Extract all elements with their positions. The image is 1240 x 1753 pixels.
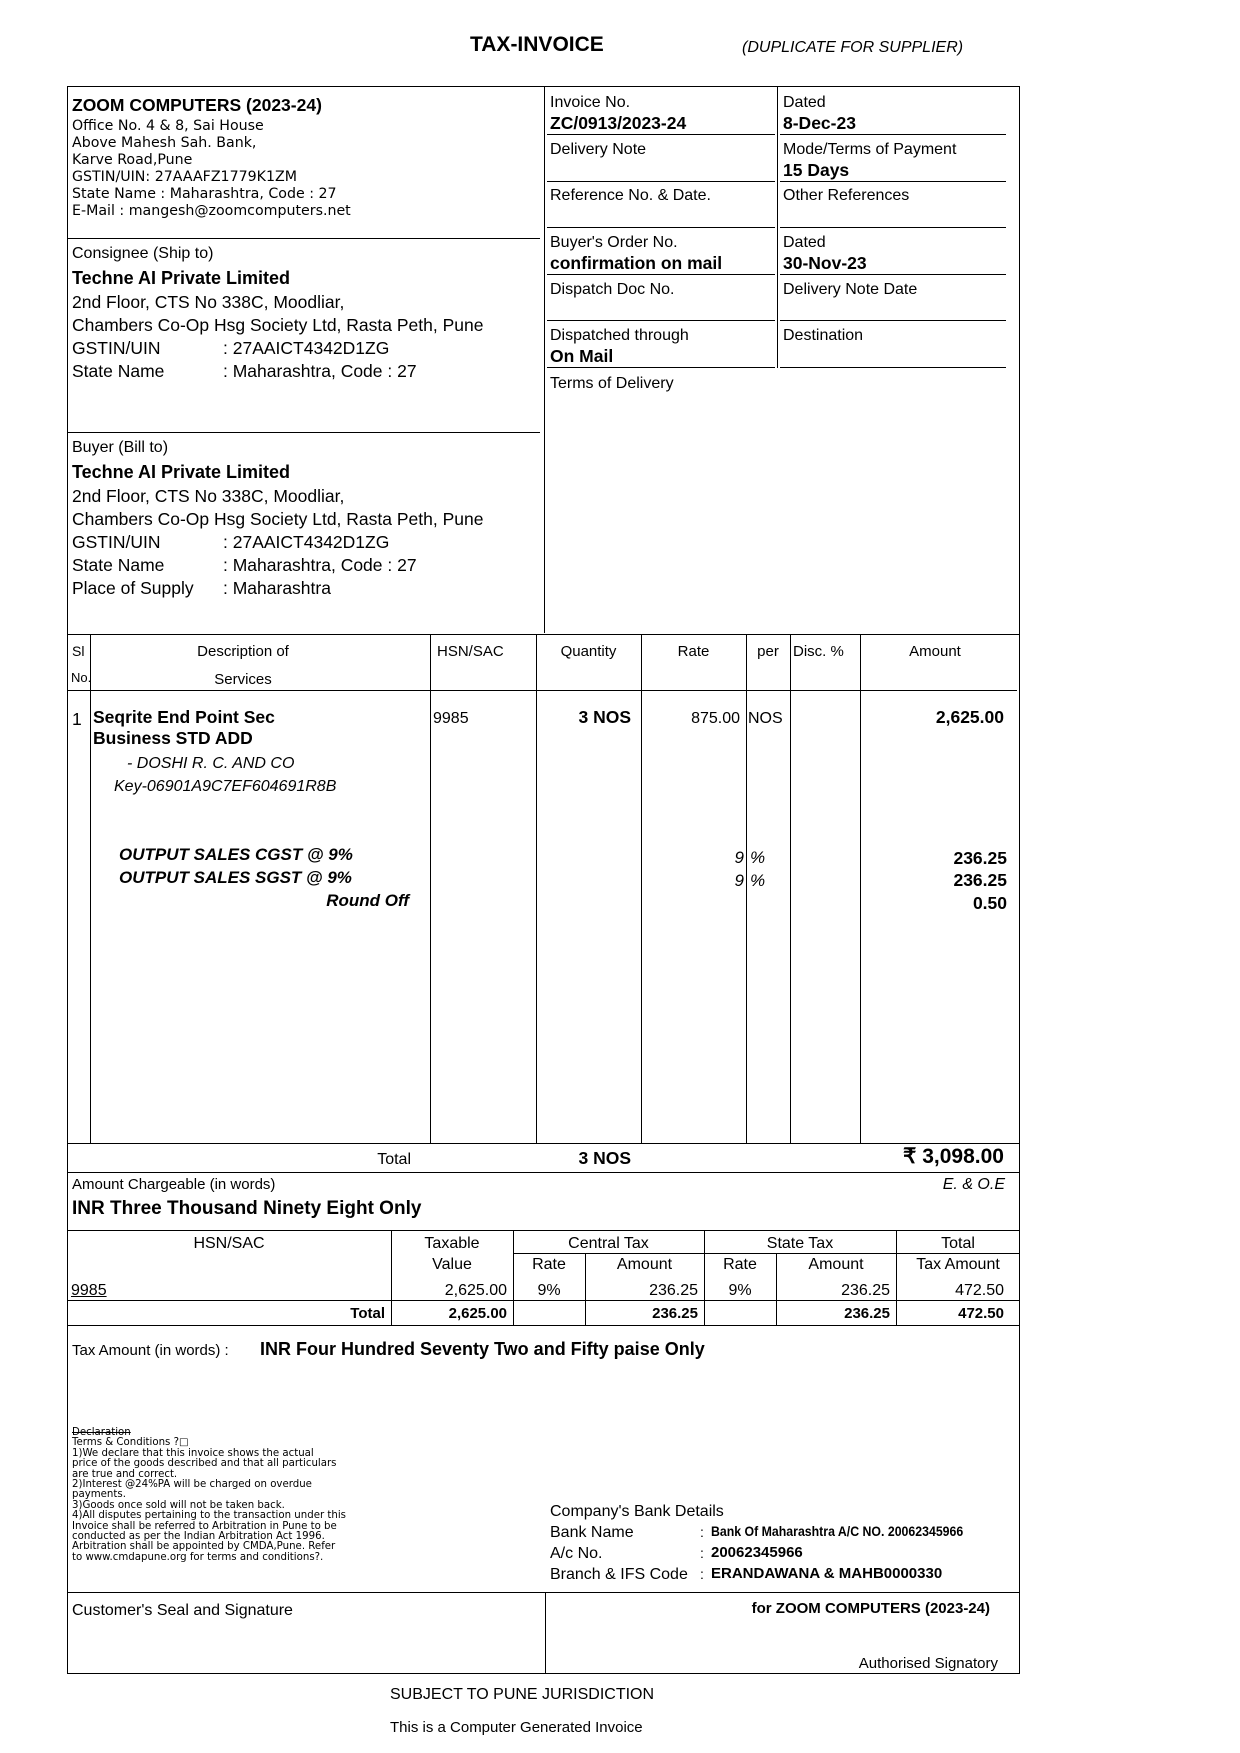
hsn-col-state: State Tax <box>766 1235 834 1252</box>
declaration-line: to www.cmdapune.org for terms and conditions?. <box>72 1551 324 1563</box>
declaration-line: Terms & Conditions ?□ <box>72 1437 189 1449</box>
hsn-total-state: 236.25 <box>844 1305 890 1322</box>
supplier-email: E-Mail : mangesh@zoomcomputers.net <box>72 203 351 219</box>
hsn-col-total-sub: Tax Amount <box>916 1256 1000 1273</box>
supplier-line: Office No. 4 & 8, Sai House <box>72 118 264 134</box>
total-quantity: 3 NOS <box>578 1148 631 1168</box>
sgst-rate: 9 <box>734 871 744 890</box>
tax-words: INR Four Hundred Seventy Two and Fifty paise Only <box>260 1339 705 1359</box>
declaration-line: 1)We declare that this invoice shows the actual <box>72 1447 314 1459</box>
buyer-address-line: 2nd Floor, CTS No 338C, Moodliar, <box>72 486 345 506</box>
hsn-total-label: Total <box>350 1305 385 1322</box>
col-sl: Sl <box>72 643 85 659</box>
jurisdiction: SUBJECT TO PUNE JURISDICTION <box>390 1686 655 1703</box>
bank-colon: : <box>700 1566 704 1582</box>
item-amount: 2,625.00 <box>935 707 1004 727</box>
col-rate: Rate <box>677 643 710 660</box>
authorised-signatory: Authorised Signatory <box>858 1655 998 1672</box>
consignee-name: Techne AI Private Limited <box>72 268 291 288</box>
cgst-rate: 9 <box>734 848 744 867</box>
bank-colon: : <box>700 1545 704 1561</box>
col-description-sub: Services <box>214 671 272 688</box>
declaration-line: 4)All disputes pertaining to the transaction under this <box>72 1510 346 1522</box>
buyer-order: confirmation on mail <box>550 253 723 273</box>
cgst-label: OUTPUT SALES CGST @ 9% <box>119 845 353 864</box>
destination-label: Destination <box>783 327 864 344</box>
hsn-col-state-amount: Amount <box>808 1256 864 1273</box>
for-company-label: for ZOOM COMPUTERS (2023-24) <box>751 1600 990 1617</box>
buyer-state-label: State Name <box>72 555 165 575</box>
order-dated-label: Dated <box>783 234 826 251</box>
eoe-label: E. & O.E <box>942 1176 1005 1193</box>
consignee-address-line: 2nd Floor, CTS No 338C, Moodliar, <box>72 292 345 312</box>
col-disc: Disc. % <box>793 643 844 660</box>
sgst-amount: 236.25 <box>953 870 1007 890</box>
invoice-no: ZC/0913/2023-24 <box>550 113 687 133</box>
declaration-line: payments. <box>72 1489 126 1501</box>
hsn-row-taxable: 2,625.00 <box>444 1282 507 1299</box>
consignee-gstin: : 27AAICT4342D1ZG <box>223 338 390 358</box>
hsn-row-state-rate: 9% <box>728 1282 752 1299</box>
dispatched-through: On Mail <box>550 346 614 366</box>
cgst-amount: 236.25 <box>953 848 1007 868</box>
amount-words: INR Three Thousand Ninety Eight Only <box>72 1198 422 1219</box>
hsn-total-central: 236.25 <box>652 1305 698 1322</box>
hsn-col-central-amount: Amount <box>616 1256 673 1273</box>
declaration-line: Invoice shall be referred to Arbitration in Pune to be <box>72 1520 337 1532</box>
consignee-state: : Maharashtra, Code : 27 <box>223 361 417 381</box>
col-description: Description of <box>197 643 289 660</box>
col-quantity: Quantity <box>560 643 617 660</box>
payment-terms-label: Mode/Terms of Payment <box>783 141 957 158</box>
item-rate: 875.00 <box>691 710 740 727</box>
dated-label: Dated <box>783 94 826 111</box>
sgst-label: OUTPUT SALES SGST @ 9% <box>119 868 352 887</box>
item-key: Key-06901A9C7EF604691R8B <box>114 778 337 795</box>
bank-name: Bank Of Maharashtra A/C NO. 20062345966 <box>711 1523 964 1539</box>
hsn-total-taxable: 2,625.00 <box>448 1305 507 1322</box>
bank-colon: : <box>700 1524 704 1540</box>
dispatch-doc-label: Dispatch Doc No. <box>550 281 675 298</box>
bank-title: Company's Bank Details <box>550 1503 724 1520</box>
item-per: NOS <box>748 710 783 727</box>
round-off-amount: 0.50 <box>972 893 1007 913</box>
item-name: Seqrite End Point Sec <box>93 707 275 727</box>
declaration-line: 3)Goods once sold will not be taken back. <box>72 1499 285 1511</box>
declaration-line: conducted as per the Indian Arbitration Act 1996. <box>72 1531 325 1543</box>
reference-label: Reference No. & Date. <box>550 187 711 204</box>
amount-words-label: Amount Chargeable (in words) <box>72 1176 276 1193</box>
declaration-line: 2)Interest @24%PA will be charged on overdue <box>72 1479 312 1491</box>
buyer-order-label: Buyer's Order No. <box>550 234 678 251</box>
hsn-row-central-rate: 9% <box>537 1282 561 1299</box>
buyer-label: Buyer (Bill to) <box>72 439 169 456</box>
hsn-row-hsn: 9985 <box>71 1282 107 1299</box>
hsn-total-total: 472.50 <box>958 1305 1004 1322</box>
declaration-line: Arbitration shall be appointed by CMDA,Pune. Refer <box>72 1541 336 1553</box>
delivery-note-label: Delivery Note <box>550 141 647 158</box>
supplier-gstin: GSTIN/UIN: 27AAAFZ1779K1ZM <box>72 169 297 185</box>
hsn-row-state-amount: 236.25 <box>841 1282 890 1299</box>
branch-ifsc: ERANDAWANA & MAHB0000330 <box>711 1565 943 1582</box>
terms-of-delivery-label: Terms of Delivery <box>550 375 674 392</box>
col-per: per <box>757 643 779 660</box>
item-hsn: 9985 <box>433 710 469 727</box>
supplier-state: State Name : Maharashtra, Code : 27 <box>72 186 337 202</box>
consignee-address-line: Chambers Co-Op Hsg Society Ltd, Rasta Peth, Pune <box>72 315 484 335</box>
hsn-row-central-amount: 236.25 <box>649 1282 698 1299</box>
tax-words-label: Tax Amount (in words) : <box>72 1342 229 1359</box>
customer-signature-label: Customer's Seal and Signature <box>72 1602 293 1619</box>
consignee-state-label: State Name <box>72 361 165 381</box>
supplier-line: Karve Road,Pune <box>72 152 193 168</box>
invoice-date: 8-Dec-23 <box>783 113 856 133</box>
hsn-col-hsn: HSN/SAC <box>193 1235 265 1252</box>
hsn-row-total: 472.50 <box>955 1282 1004 1299</box>
delivery-note-date-label: Delivery Note Date <box>783 281 918 298</box>
buyer-address-line: Chambers Co-Op Hsg Society Ltd, Rasta Peth, Pune <box>72 509 484 529</box>
dispatched-through-label: Dispatched through <box>550 327 689 344</box>
place-of-supply: : Maharashtra <box>223 578 331 598</box>
declaration-line: are true and correct. <box>72 1468 178 1480</box>
item-name-cont: Business STD ADD <box>93 728 253 748</box>
account-no-label: A/c No. <box>550 1545 603 1562</box>
supplier-name: ZOOM COMPUTERS (2023-24) <box>72 95 322 115</box>
computer-generated-note: This is a Computer Generated Invoice <box>390 1719 643 1736</box>
consignee-gstin-label: GSTIN/UIN <box>72 338 161 358</box>
hsn-col-state-rate: Rate <box>723 1256 757 1273</box>
declaration-title: Declaration <box>72 1427 131 1438</box>
buyer-gstin-label: GSTIN/UIN <box>72 532 161 552</box>
grand-total: ₹ 3,098.00 <box>903 1145 1004 1168</box>
hsn-col-central: Central Tax <box>568 1235 649 1252</box>
copy-label: (DUPLICATE FOR SUPPLIER) <box>742 39 964 56</box>
place-of-supply-label: Place of Supply <box>72 578 194 598</box>
col-amount: Amount <box>909 643 961 660</box>
item-detail: - DOSHI R. C. AND CO <box>127 755 295 772</box>
invoice-no-label: Invoice No. <box>550 94 631 111</box>
buyer-gstin: : 27AAICT4342D1ZG <box>223 532 390 552</box>
item-quantity: 3 NOS <box>578 707 631 727</box>
order-date: 30-Nov-23 <box>783 253 867 273</box>
declaration <box>72 1428 482 1563</box>
hsn-col-total: Total <box>941 1235 975 1252</box>
hsn-col-taxable: Taxable <box>424 1235 480 1252</box>
round-off-label: Round Off <box>326 891 409 910</box>
col-hsn: HSN/SAC <box>437 643 504 660</box>
declaration-line: price of the goods described and that all particulars <box>72 1458 337 1470</box>
buyer-name: Techne AI Private Limited <box>72 462 291 482</box>
cgst-unit: % <box>750 848 766 867</box>
invoice-title: TAX-INVOICE <box>470 33 604 56</box>
other-references-label: Other References <box>783 187 910 204</box>
sgst-unit: % <box>750 871 766 890</box>
buyer-state: : Maharashtra, Code : 27 <box>223 555 417 575</box>
payment-terms: 15 Days <box>783 160 850 180</box>
total-label: Total <box>377 1151 411 1168</box>
col-no: No. <box>71 670 92 685</box>
hsn-col-taxable-sub: Value <box>432 1256 472 1273</box>
bank-name-label: Bank Name <box>550 1524 634 1541</box>
supplier-line: Above Mahesh Sah. Bank, <box>72 135 257 151</box>
branch-label: Branch & IFS Code <box>550 1566 688 1583</box>
consignee-label: Consignee (Ship to) <box>72 245 214 262</box>
account-no: 20062345966 <box>711 1544 803 1561</box>
item-sl: 1 <box>72 709 82 729</box>
hsn-col-central-rate: Rate <box>532 1256 566 1273</box>
